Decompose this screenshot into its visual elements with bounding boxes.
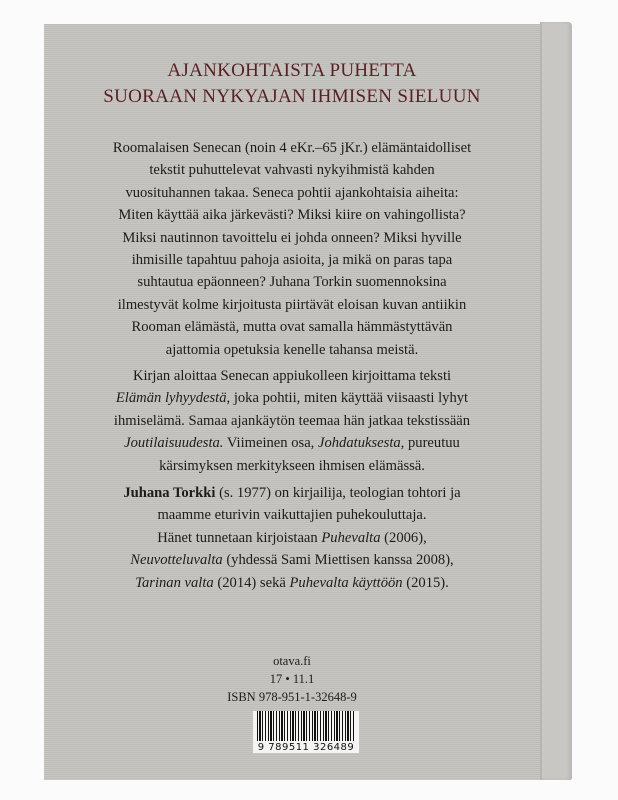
text-segment: ajattomia opetuksia kenelle tahansa meistä. xyxy=(165,341,419,358)
isbn-text: ISBN 978-951-1-32648-9 xyxy=(227,690,357,704)
text-line xyxy=(44,182,540,204)
text-segment: suhtautua epäonneen? Juhana Torkin suomennoksina xyxy=(137,274,447,291)
text-line xyxy=(44,294,540,316)
publisher-website: otava.fi xyxy=(273,654,311,668)
cover-headline-line-2: SUORAAN NYKYAJAN IHMISEN SIELUUN xyxy=(103,86,481,107)
text-line xyxy=(44,227,540,249)
isbn-barcode xyxy=(253,711,359,753)
text-line xyxy=(44,137,540,159)
text-line xyxy=(44,455,540,477)
text-line xyxy=(44,549,540,571)
text-segment: Miksi nautinnon tavoittelu ei johda onneen? Miksi hyville xyxy=(122,229,462,246)
text-segment: , joka pohtii, miten käyttää viisaasti lyhyt xyxy=(226,390,469,407)
text-line xyxy=(44,159,540,181)
text-segment: , pureutuu xyxy=(400,435,460,452)
text-segment: maamme eturivin vaikuttajien puhekouluttaja. xyxy=(157,507,427,524)
italic-title: Tarinan valta xyxy=(135,574,214,591)
text-segment: ilmestyvät kolme kirjoitusta piirtävät eloisan kuvan antiikin xyxy=(117,296,467,313)
text-segment: (2014) sekä xyxy=(213,574,290,591)
italic-title: Joutilaisuudesta. xyxy=(124,435,224,452)
barcode-digits: 9 789511 326489 xyxy=(253,742,359,753)
text-line xyxy=(44,527,540,549)
italic-title: Neuvotteluvalta xyxy=(130,552,223,569)
text-line xyxy=(44,410,540,432)
text-segment: Rooman elämästä, mutta ovat samalla hämmästyttävän xyxy=(131,319,453,336)
barcode-bars xyxy=(257,711,355,741)
text-line xyxy=(44,572,540,594)
italic-title: Johdatuksesta xyxy=(317,435,401,452)
text-segment: tekstit puhuttelevat vahvasti nykyihmistä kahden xyxy=(149,162,435,179)
text-segment: vuosituhannen takaa. Seneca pohtii ajankohtaisia aiheita: xyxy=(125,184,459,201)
text-line xyxy=(44,387,540,409)
book-spine xyxy=(540,22,572,780)
italic-title: Elämän lyhyydestä xyxy=(115,390,227,407)
text-segment: ihmiselämä. Samaa ajankäytön teemaa hän jatkaa tekstissään xyxy=(113,412,471,429)
text-line xyxy=(44,271,540,293)
text-segment: Miten käyttää aika järkevästi? Miksi kiire on vahingollista? xyxy=(118,207,466,224)
text-line xyxy=(44,482,540,504)
text-segment: (yhdessä Sami Miettisen kanssa 2008), xyxy=(222,552,454,569)
text-segment: Hänet tunnetaan kirjoistaan xyxy=(157,529,322,546)
text-line xyxy=(44,504,540,526)
text-segment: Kirjan aloittaa Senecan appiukolleen kirjoittama teksti xyxy=(132,368,452,384)
text-line xyxy=(44,432,540,454)
text-line xyxy=(44,339,540,361)
text-segment: kärsimyksen merkitykseen ihmisen elämässä. xyxy=(159,457,425,474)
author-bio-paragraph xyxy=(44,482,540,594)
text-segment: (2015). xyxy=(402,574,449,591)
text-line xyxy=(44,365,540,387)
cover-headline-line-1: AJANKOHTAISTA PUHETTA xyxy=(167,60,417,81)
text-line xyxy=(44,249,540,271)
text-segment: Viimeinen osa, xyxy=(223,435,318,452)
text-segment: (2006), xyxy=(380,529,427,546)
italic-title: Puhevalta xyxy=(321,529,381,546)
text-segment: Roomalaisen Senecan (noin 4 eKr.–65 jKr.) elämäntaidolliset xyxy=(112,140,472,156)
blurb-paragraph-contents xyxy=(44,365,540,477)
blurb-paragraph-intro xyxy=(44,137,540,361)
text-segment: ihmisille tapahtuu pahoja asioita, ja mikä on paras tapa xyxy=(131,252,453,269)
italic-title: Puhevalta käyttöön xyxy=(289,574,403,591)
text-line xyxy=(44,316,540,338)
classification-code: 17 • 11.1 xyxy=(269,672,315,686)
text-segment: (s. 1977) on kirjailija, teologian tohtori ja xyxy=(215,485,461,501)
text-line xyxy=(44,204,540,226)
bold-name: Juhana Torkki xyxy=(123,485,216,501)
